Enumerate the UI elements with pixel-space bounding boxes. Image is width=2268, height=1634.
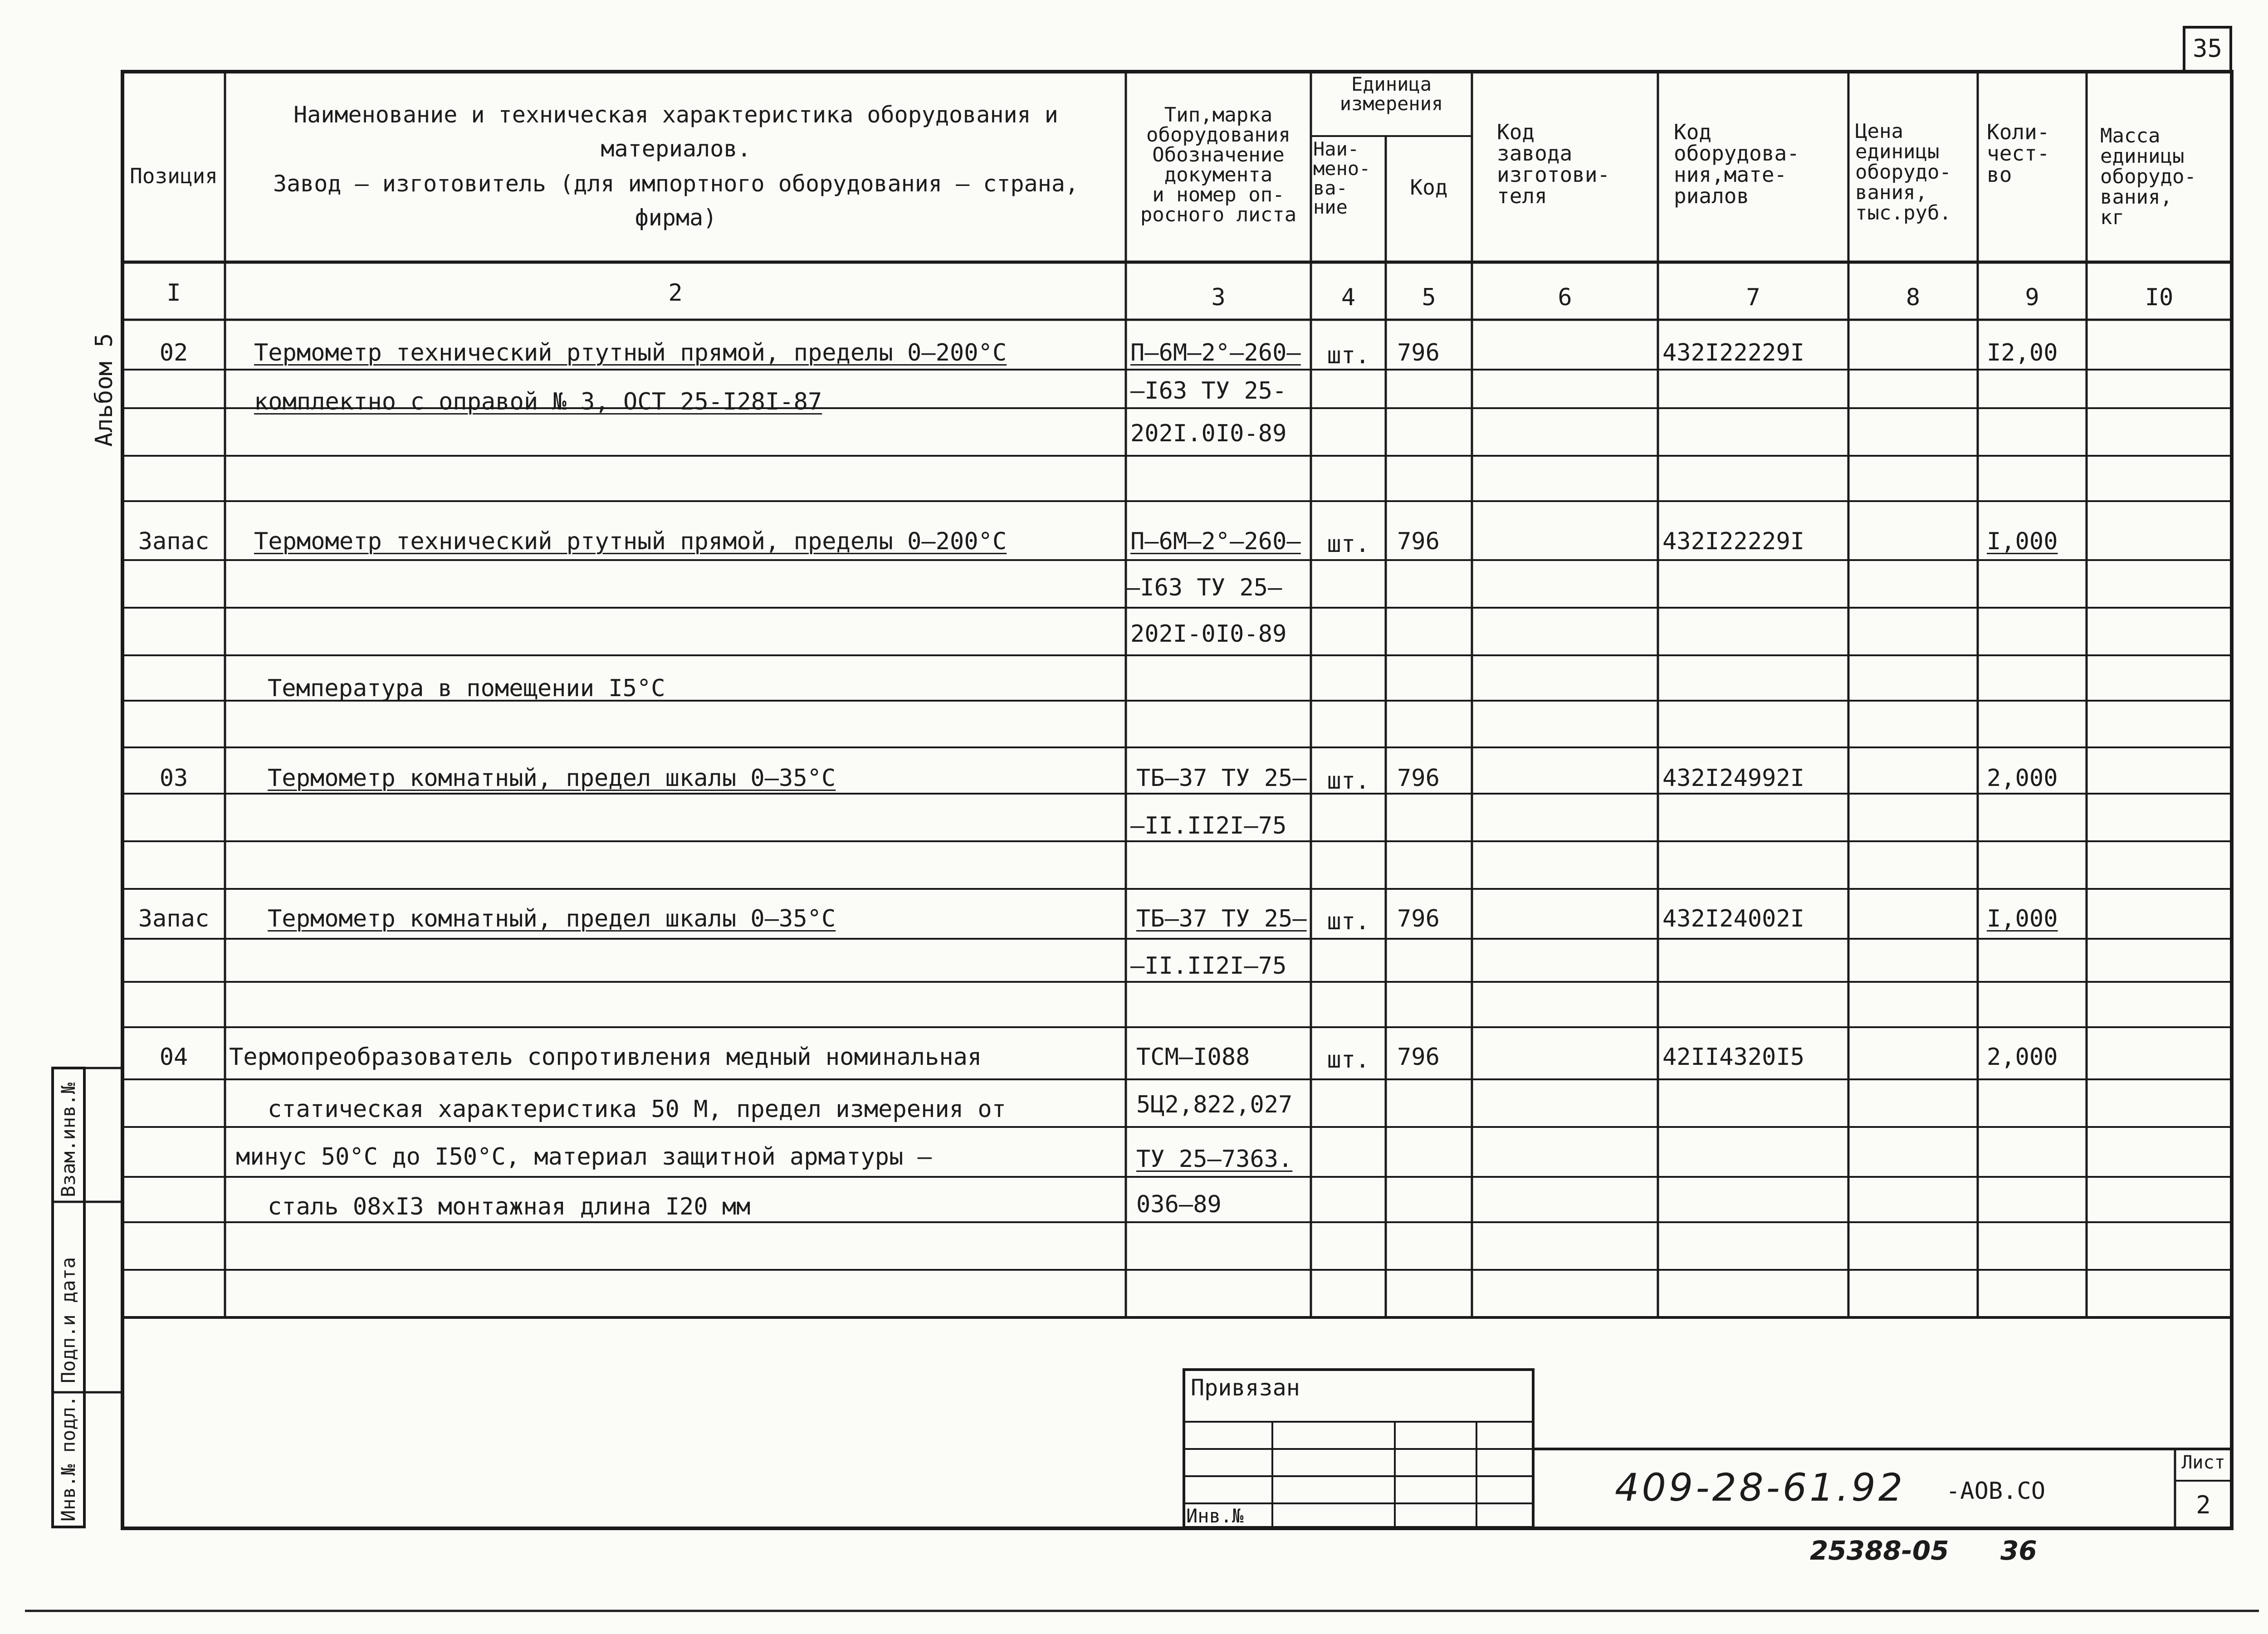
header-type: Тип,марка оборудования Обозначение документа и номер оп- росного листа — [1140, 103, 1297, 226]
header-material-code: Код оборудова- ния,мате- риалов — [1674, 120, 1799, 208]
type-cell-cont: 5Ц2,822,027 — [1136, 1091, 1293, 1118]
quantity-cell: I2,00 — [1987, 339, 2058, 366]
col-num-9: 9 — [2025, 284, 2039, 311]
album-label: Альбом 5 — [91, 333, 118, 447]
temperature-note: Температура в помещении I5°С — [268, 675, 665, 702]
material-code-cell: 432I24992I — [1662, 765, 1805, 792]
type-cell: ТБ–37 ТУ 25– — [1136, 905, 1307, 932]
type-cell-cont: –II.II2I–75 — [1130, 952, 1287, 980]
unit-cell: шт. — [1327, 1046, 1370, 1073]
unit-code-cell: 796 — [1397, 339, 1440, 366]
side-stamp-inv-orig: Инв.№ подл. — [57, 1395, 79, 1522]
header-name-line1: Наименование и техническая характеристика оборудования и — [293, 102, 1058, 128]
unit-cell: шт. — [1327, 767, 1370, 795]
header-name-line2: материалов. — [601, 136, 751, 162]
item-name: Термометр технический ртутный прямой, пределы 0–200°С — [254, 528, 1007, 555]
position-cell: 03 — [159, 765, 188, 792]
item-name-cont: сталь 08хI3 монтажная длина I20 мм — [268, 1193, 751, 1220]
material-code-cell: 432I22229I — [1662, 339, 1805, 366]
col-num-8: 8 — [1906, 284, 1921, 311]
quantity-cell: 2,000 — [1987, 1044, 2058, 1071]
type-cell-cont: ТУ 25–7363. — [1136, 1146, 1293, 1173]
quantity-cell: 2,000 — [1987, 765, 2058, 792]
quantity-cell: I,000 — [1987, 528, 2058, 555]
type-cell-cont: 202I-0I0-89 — [1130, 620, 1287, 648]
item-name: Термометр технический ртутный прямой, пределы 0–200°С — [254, 339, 1007, 366]
unit-cell: шт. — [1327, 908, 1370, 935]
type-cell-cont: 202I.0I0-89 — [1130, 420, 1287, 447]
col-num-5: 5 — [1422, 284, 1436, 311]
type-cell-cont: –I63 ТУ 25– — [1126, 574, 1282, 601]
header-mass: Масса единицы оборудо- вания, кг — [2100, 124, 2196, 229]
header-quantity: Коли- чест- во — [1987, 120, 2050, 187]
material-code-cell: 42II4320I5 — [1662, 1044, 1805, 1071]
col-num-2: 2 — [668, 279, 683, 307]
privyazan-label: Привязан — [1191, 1375, 1300, 1401]
document-code: 409-28-61.92 — [1615, 1465, 1906, 1510]
header-unit-name: Наи- мено- ва- ние — [1313, 138, 1371, 219]
unit-code-cell: 796 — [1397, 528, 1440, 555]
header-unit-group: Единица измерения — [1339, 73, 1443, 115]
unit-code-cell: 796 — [1397, 1044, 1440, 1071]
page-number: 35 — [2192, 34, 2223, 63]
material-code-cell: 432I22229I — [1662, 528, 1805, 555]
col-num-7: 7 — [1746, 284, 1760, 311]
position-cell: Запас — [138, 905, 210, 932]
type-cell: П–6М–2°–260– — [1130, 528, 1301, 555]
item-name-cont: комплектно с оправой № 3, ОСТ 25-I28I-87 — [254, 388, 822, 415]
type-cell: ТБ–37 ТУ 25– — [1136, 765, 1307, 792]
item-name: Термометр комнатный, предел шкалы 0–35°С — [268, 905, 836, 932]
side-stamp-zam-inv: Взам.инв.№ — [57, 1083, 79, 1197]
col-num-3: 3 — [1211, 284, 1226, 311]
unit-cell: шт. — [1327, 342, 1370, 369]
header-plant-code: Код завода изготови- теля — [1497, 120, 1610, 208]
document-suffix: -АОВ.СО — [1946, 1478, 2046, 1505]
position-cell: 02 — [159, 339, 188, 366]
header-name-line3: Завод – изготовитель (для импортного оборудования – страна, — [273, 171, 1079, 197]
sheet-label: Лист — [2181, 1452, 2225, 1473]
type-cell: ТСМ–I088 — [1136, 1044, 1250, 1071]
unit-cell: шт. — [1327, 531, 1370, 558]
quantity-cell: I,000 — [1987, 905, 2058, 932]
type-cell: П–6М–2°–260– — [1130, 339, 1301, 366]
col-num-4: 4 — [1341, 284, 1356, 311]
type-cell-cont: –I63 ТУ 25- — [1130, 377, 1287, 405]
header-name-line4: фирма) — [635, 205, 717, 231]
inv-label: Инв.№ — [1186, 1505, 1244, 1527]
position-cell: Запас — [138, 528, 210, 555]
archive-page: 36 — [2000, 1535, 2037, 1566]
item-name-cont: минус 50°С до I50°С, материал защитной арматуры – — [236, 1143, 932, 1171]
material-code-cell: 432I24002I — [1662, 905, 1805, 932]
archive-number: 25388-05 — [1810, 1535, 1949, 1566]
col-num-6: 6 — [1558, 284, 1572, 311]
item-name-cont: статическая характеристика 50 М, предел измерения от — [268, 1096, 1006, 1123]
type-cell-cont: 036–89 — [1136, 1191, 1222, 1218]
type-cell-cont: –II.II2I–75 — [1130, 812, 1287, 839]
item-name: Термопреобразователь сопротивления медный номинальная — [229, 1044, 982, 1071]
col-num-10: I0 — [2145, 284, 2174, 311]
sheet-number: 2 — [2196, 1491, 2211, 1519]
col-num-1: I — [166, 279, 181, 307]
side-stamp-sign-date: Подп.и дата — [57, 1257, 79, 1383]
unit-code-cell: 796 — [1397, 905, 1440, 932]
header-price: Цена единицы оборудо- вания, тыс.руб. — [1855, 120, 1951, 224]
header-unit-code: Код — [1410, 175, 1448, 200]
item-name: Термометр комнатный, предел шкалы 0–35°С — [268, 765, 836, 792]
unit-code-cell: 796 — [1397, 765, 1440, 792]
position-cell: 04 — [159, 1044, 188, 1071]
header-position: Позиция — [130, 164, 218, 188]
